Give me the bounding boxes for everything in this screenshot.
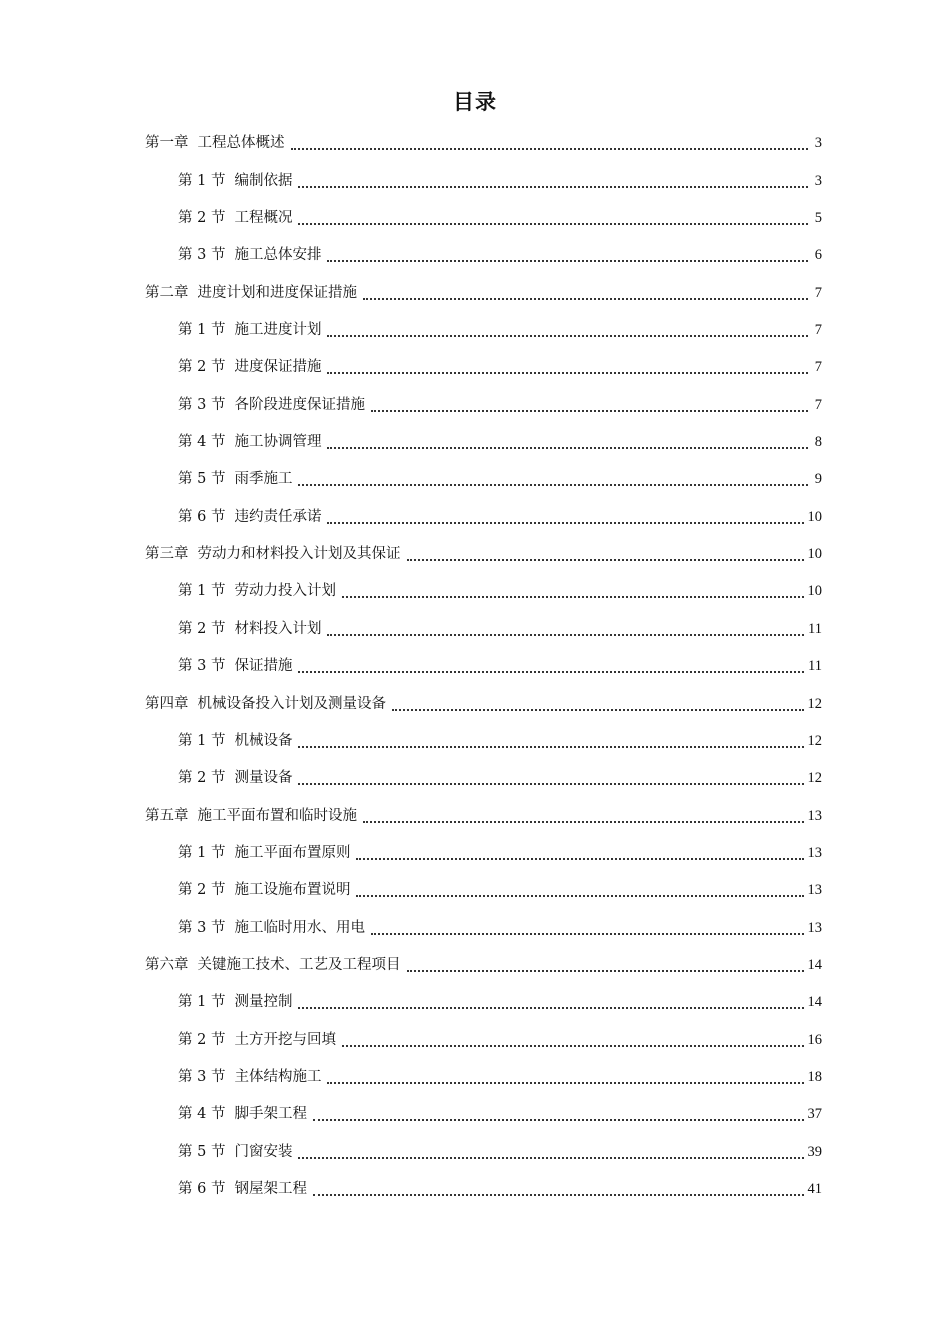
toc-section-entry[interactable] [145, 386, 822, 423]
dot-leader [298, 723, 803, 760]
dot-leader [356, 872, 803, 909]
toc-entry-page-number: 14 [807, 956, 822, 973]
dot-leader [298, 1134, 803, 1171]
dot-leader [327, 237, 808, 274]
dot-leader [342, 1022, 804, 1059]
toc-entry-title: 机械设备投入计划及测量设备 [197, 695, 386, 712]
toc-section-entry[interactable] [145, 648, 822, 685]
dot-leader [298, 984, 803, 1021]
dot-leader [392, 686, 804, 723]
toc-section-entry[interactable] [145, 424, 822, 461]
toc-entry-page-number: 10 [807, 583, 822, 600]
toc-entry-label: 第二章 [145, 284, 189, 301]
toc-entry-label: 第 1 节 [178, 732, 226, 749]
toc-entry-label: 第 1 节 [178, 844, 226, 861]
toc-entry-title: 施工平面布置和临时设施 [197, 807, 357, 824]
toc-entry-title: 材料投入计划 [234, 620, 322, 637]
toc-entry-page-number: 10 [807, 508, 822, 525]
toc-entry-page-number: 13 [807, 807, 822, 824]
toc-entry-label: 第一章 [145, 135, 189, 152]
toc-section-entry[interactable] [145, 498, 822, 535]
toc-entry-label: 第 2 节 [178, 882, 226, 899]
toc-entry-title: 机械设备 [234, 732, 293, 749]
dot-leader [327, 611, 804, 648]
toc-entry-label: 第 4 节 [178, 1106, 226, 1123]
toc-entry-page-number: 6 [814, 247, 822, 264]
toc-chapter-entry[interactable] [145, 274, 822, 311]
dot-leader [313, 1171, 804, 1208]
toc-entry-page-number: 41 [807, 1180, 822, 1197]
toc-entry-page-number: 12 [807, 695, 822, 712]
toc-entry-page-number: 13 [807, 844, 822, 861]
dot-leader [327, 499, 803, 536]
toc-section-entry[interactable] [145, 200, 822, 237]
dot-leader [356, 835, 803, 872]
dot-leader [298, 461, 808, 498]
toc-entry-title: 进度计划和进度保证措施 [197, 284, 357, 301]
toc-entry-page-number: 9 [814, 471, 822, 488]
toc-entry-label: 第 6 节 [178, 1180, 226, 1197]
toc-entry-page-number: 12 [807, 770, 822, 787]
dot-leader [342, 573, 804, 610]
toc-entry-label: 第 3 节 [178, 247, 226, 264]
toc-entry-title: 编制依据 [234, 172, 293, 189]
toc-entry-label: 第 2 节 [178, 770, 226, 787]
toc-section-entry[interactable] [145, 573, 822, 610]
toc-entry-page-number: 39 [807, 1143, 822, 1160]
toc-entry-title: 违约责任承诺 [234, 508, 322, 525]
toc-list [145, 125, 822, 1208]
toc-entry-label: 第 3 节 [178, 919, 226, 936]
toc-entry-title: 保证措施 [234, 658, 293, 675]
toc-section-entry[interactable] [145, 1171, 822, 1208]
toc-section-entry[interactable] [145, 162, 822, 199]
toc-section-entry[interactable] [145, 760, 822, 797]
toc-section-entry[interactable] [145, 723, 822, 760]
toc-entry-page-number: 11 [808, 620, 822, 637]
toc-entry-page-number: 7 [814, 322, 822, 339]
toc-entry-label: 第 2 节 [178, 210, 226, 227]
dot-leader [298, 200, 808, 237]
toc-entry-page-number: 16 [807, 1031, 822, 1048]
toc-entry-label: 第四章 [145, 695, 189, 712]
dot-leader [371, 910, 804, 947]
toc-entry-title: 雨季施工 [234, 471, 293, 488]
toc-entry-title: 施工总体安排 [234, 247, 322, 264]
toc-entry-title: 测量设备 [234, 770, 293, 787]
dot-leader [363, 798, 804, 835]
toc-section-entry[interactable] [145, 1021, 822, 1058]
dot-leader [298, 163, 808, 200]
toc-entry-title: 钢屋架工程 [234, 1180, 307, 1197]
dot-leader [327, 312, 808, 349]
toc-section-entry[interactable] [145, 1059, 822, 1096]
toc-entry-page-number: 37 [807, 1106, 822, 1123]
toc-section-entry[interactable] [145, 1133, 822, 1170]
toc-section-entry[interactable] [145, 1096, 822, 1133]
toc-entry-page-number: 12 [807, 732, 822, 749]
dot-leader [407, 947, 804, 984]
toc-entry-page-number: 8 [814, 434, 822, 451]
toc-entry-label: 第 1 节 [178, 322, 226, 339]
toc-entry-page-number: 3 [814, 172, 822, 189]
dot-leader [313, 1096, 804, 1133]
toc-entry-label: 第 1 节 [178, 994, 226, 1011]
toc-entry-label: 第 4 节 [178, 434, 226, 451]
dot-leader [298, 760, 803, 797]
toc-entry-label: 第 5 节 [178, 471, 226, 488]
toc-entry-label: 第三章 [145, 546, 189, 563]
toc-entry-title: 施工临时用水、用电 [234, 919, 365, 936]
toc-entry-label: 第 2 节 [178, 359, 226, 376]
toc-section-entry[interactable] [145, 237, 822, 274]
dot-leader [327, 424, 808, 461]
dot-leader [363, 275, 808, 312]
toc-entry-title: 门窗安装 [234, 1143, 293, 1160]
toc-entry-title: 劳动力和材料投入计划及其保证 [197, 546, 401, 563]
toc-entry-page-number: 7 [814, 284, 822, 301]
toc-entry-page-number: 5 [814, 210, 822, 227]
toc-entry-title: 施工平面布置原则 [234, 844, 351, 861]
toc-section-entry[interactable] [145, 872, 822, 909]
toc-chapter-entry[interactable] [145, 125, 822, 162]
toc-entry-title: 工程概况 [234, 210, 293, 227]
toc-entry-label: 第 2 节 [178, 620, 226, 637]
toc-chapter-entry[interactable] [145, 947, 822, 984]
toc-entry-page-number: 7 [814, 359, 822, 376]
toc-section-entry[interactable] [145, 984, 822, 1021]
toc-entry-label: 第六章 [145, 956, 189, 973]
toc-section-entry[interactable] [145, 349, 822, 386]
toc-entry-title: 关键施工技术、工艺及工程项目 [197, 956, 401, 973]
toc-entry-title: 施工进度计划 [234, 322, 322, 339]
toc-entry-page-number: 10 [807, 546, 822, 563]
toc-entry-title: 施工协调管理 [234, 434, 322, 451]
toc-entry-title: 测量控制 [234, 994, 293, 1011]
toc-entry-page-number: 11 [808, 658, 822, 675]
toc-entry-page-number: 18 [807, 1068, 822, 1085]
toc-title: 目录 [453, 90, 497, 114]
dot-leader [407, 536, 804, 573]
toc-entry-title: 施工设施布置说明 [234, 882, 351, 899]
toc-entry-page-number: 7 [814, 396, 822, 413]
toc-entry-page-number: 14 [807, 994, 822, 1011]
dot-leader [298, 648, 804, 685]
toc-entry-title: 土方开挖与回填 [234, 1031, 336, 1048]
toc-chapter-entry[interactable] [145, 685, 822, 722]
toc-entry-page-number: 3 [814, 135, 822, 152]
toc-section-entry[interactable] [145, 461, 822, 498]
dot-leader [291, 125, 809, 162]
toc-section-entry[interactable] [145, 835, 822, 872]
toc-entry-title: 各阶段进度保证措施 [234, 396, 365, 413]
toc-entry-label: 第 3 节 [178, 658, 226, 675]
toc-entry-label: 第五章 [145, 807, 189, 824]
toc-entry-label: 第 3 节 [178, 396, 226, 413]
toc-entry-title: 劳动力投入计划 [234, 583, 336, 600]
toc-entry-page-number: 13 [807, 919, 822, 936]
toc-entry-label: 第 5 节 [178, 1143, 226, 1160]
toc-chapter-entry[interactable] [145, 536, 822, 573]
toc-entry-label: 第 3 节 [178, 1068, 226, 1085]
toc-entry-title: 进度保证措施 [234, 359, 322, 376]
toc-entry-label: 第 2 节 [178, 1031, 226, 1048]
toc-entry-title: 脚手架工程 [234, 1106, 307, 1123]
toc-entry-title: 主体结构施工 [234, 1068, 322, 1085]
toc-chapter-entry[interactable] [145, 797, 822, 834]
toc-entry-label: 第 1 节 [178, 583, 226, 600]
toc-section-entry[interactable] [145, 312, 822, 349]
toc-section-entry[interactable] [145, 610, 822, 647]
dot-leader [327, 1059, 803, 1096]
toc-entry-title: 工程总体概述 [197, 135, 285, 152]
toc-entry-label: 第 1 节 [178, 172, 226, 189]
toc-section-entry[interactable] [145, 909, 822, 946]
toc-entry-page-number: 13 [807, 882, 822, 899]
dot-leader [371, 387, 808, 424]
toc-entry-label: 第 6 节 [178, 508, 226, 525]
dot-leader [327, 349, 808, 386]
